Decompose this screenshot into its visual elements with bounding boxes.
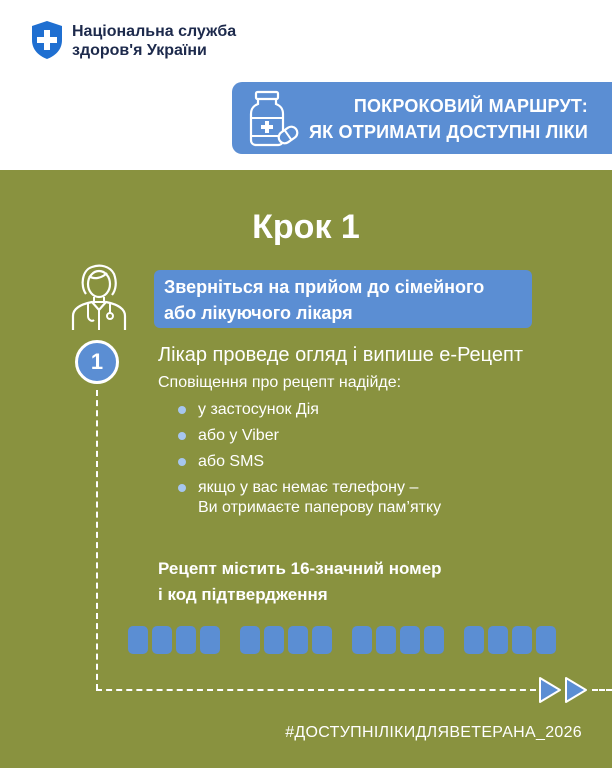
- code-digit-box: [352, 626, 372, 654]
- step-callout-text: [164, 274, 534, 326]
- list-item: [178, 478, 441, 524]
- code-digit-box: [488, 626, 508, 654]
- list-item: [178, 452, 441, 478]
- code-digit-box: [176, 626, 196, 654]
- banner-title-line2: ЯК ОТРИМАТИ ДОСТУПНІ ЛІКИ: [309, 122, 588, 142]
- step-title: Крок 1: [252, 208, 360, 246]
- next-arrows-icon: [538, 676, 598, 704]
- org-name-line2: здоров'я України: [72, 42, 207, 59]
- hashtag: #ДОСТУПНІЛІКИДЛЯВЕТЕРАНА_2026: [285, 724, 582, 741]
- code-digit-box: [376, 626, 396, 654]
- code-digit-box: [312, 626, 332, 654]
- code-digit-box: [400, 626, 420, 654]
- callout-line2: або лікуючого лікаря: [164, 303, 353, 323]
- route-dashed-line-end: [592, 689, 612, 691]
- doctor-icon: [70, 262, 128, 332]
- banner-title: [309, 93, 588, 145]
- code-digit-box: [288, 626, 308, 654]
- code-digit-box: [512, 626, 532, 654]
- bullet-icon: [178, 458, 186, 466]
- code-digit-box: [200, 626, 220, 654]
- list-item-text: якщо у вас немає телефону –: [198, 479, 419, 496]
- bullet-icon: [178, 484, 186, 492]
- code-group: [128, 626, 224, 654]
- notify-text: Сповіщення про рецепт надійде:: [158, 374, 402, 391]
- notification-channels-list: [178, 400, 441, 524]
- list-item: [178, 426, 441, 452]
- list-item: [178, 400, 441, 426]
- code-group: [464, 626, 560, 654]
- route-dashed-line: [96, 390, 98, 690]
- main-text: Лікар проведе огляд і випише е-Рецепт: [158, 344, 524, 366]
- banner-title-line1: ПОКРОКОВИЙ МАРШРУТ:: [353, 96, 588, 116]
- prescription-code-text: [158, 556, 442, 608]
- code-line2: і код підтвердження: [158, 585, 328, 604]
- route-dashed-line-horizontal: [96, 689, 536, 691]
- code-digit-box: [152, 626, 172, 654]
- medicine-bottle-pills-icon: [244, 90, 300, 148]
- code-digit-box: [536, 626, 556, 654]
- code-group: [352, 626, 448, 654]
- list-item-text-continued: Ви отримаєте паперову пам’ятку: [198, 499, 442, 516]
- callout-line1: Зверніться на прийом до сімейного: [164, 277, 485, 297]
- org-name: [72, 22, 236, 60]
- org-name-line1: Національна служба: [72, 23, 237, 40]
- prescription-code-boxes: [128, 626, 576, 654]
- code-digit-box: [264, 626, 284, 654]
- code-digit-box: [128, 626, 148, 654]
- code-digit-box: [240, 626, 260, 654]
- list-item-text: або SMS: [198, 453, 265, 470]
- shield-cross-icon: [30, 20, 64, 60]
- code-group: [240, 626, 336, 654]
- bullet-icon: [178, 432, 186, 440]
- list-item-text: або у Viber: [198, 427, 279, 444]
- code-digit-box: [464, 626, 484, 654]
- list-item-text: у застосунок Дія: [198, 401, 319, 418]
- code-line1: Рецепт містить 16-значний номер: [158, 559, 442, 578]
- step-number-badge: 1: [75, 340, 119, 384]
- code-digit-box: [424, 626, 444, 654]
- bullet-icon: [178, 406, 186, 414]
